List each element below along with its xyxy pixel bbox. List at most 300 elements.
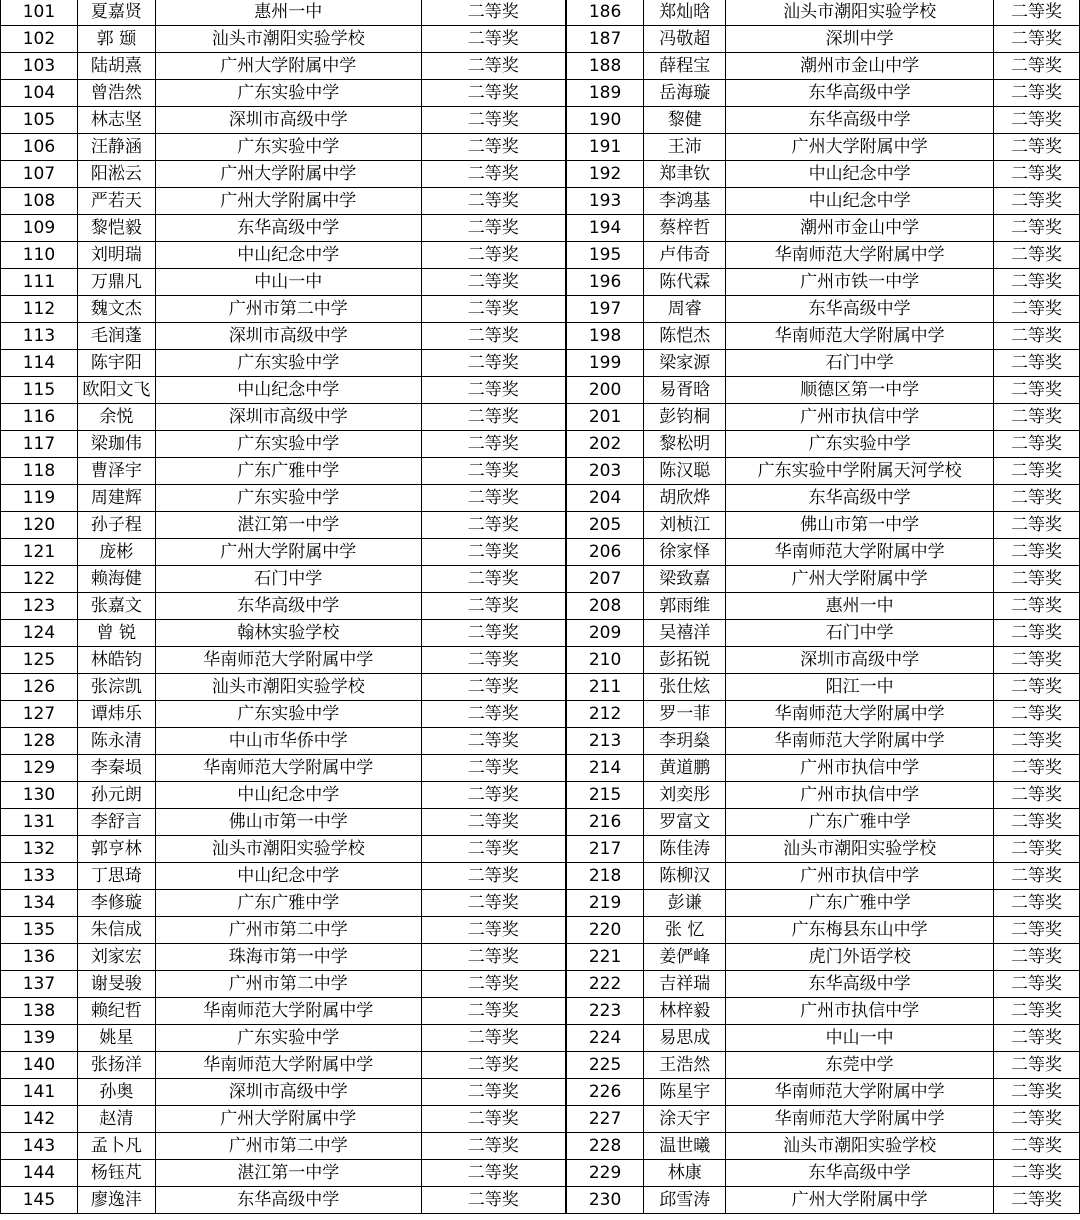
right-school-cell: 深圳市高级中学	[726, 647, 994, 674]
left-school-cell: 中山市华侨中学	[155, 728, 421, 755]
left-school-cell: 广东实验中学	[155, 80, 421, 107]
left-name-cell: 刘家宏	[77, 944, 155, 971]
right-school-cell: 东华高级中学	[726, 1160, 994, 1187]
right-name-cell: 温世曦	[644, 1133, 726, 1160]
table-row	[1, 782, 1080, 809]
right-award-cell: 二等奖	[994, 674, 1080, 701]
table-row	[1, 53, 1080, 80]
table-row	[1, 1187, 1080, 1214]
right-rank-cell: 191	[566, 134, 644, 161]
table-row	[1, 917, 1080, 944]
left-rank-cell: 103	[1, 53, 78, 80]
left-school-cell: 华南师范大学附属中学	[155, 647, 421, 674]
right-school-cell: 潮州市金山中学	[726, 215, 994, 242]
left-school-cell: 中山纪念中学	[155, 377, 421, 404]
left-rank-cell: 117	[1, 431, 78, 458]
right-name-cell: 黎松明	[644, 431, 726, 458]
left-name-cell: 曾 锐	[77, 620, 155, 647]
right-rank-cell: 210	[566, 647, 644, 674]
table-row	[1, 728, 1080, 755]
left-rank-cell: 140	[1, 1052, 78, 1079]
right-rank-cell: 223	[566, 998, 644, 1025]
left-name-cell: 阳淞云	[77, 161, 155, 188]
left-rank-cell: 128	[1, 728, 78, 755]
right-rank-cell: 209	[566, 620, 644, 647]
right-rank-cell: 201	[566, 404, 644, 431]
left-rank-cell: 102	[1, 26, 78, 53]
right-school-cell: 广州市执信中学	[726, 404, 994, 431]
left-name-cell: 曹泽宇	[77, 458, 155, 485]
table-row	[1, 1160, 1080, 1187]
left-school-cell: 深圳市高级中学	[155, 404, 421, 431]
left-name-cell: 张扬洋	[77, 1052, 155, 1079]
right-name-cell: 林康	[644, 1160, 726, 1187]
right-school-cell: 广州大学附属中学	[726, 1187, 994, 1214]
left-rank-cell: 105	[1, 107, 78, 134]
right-award-cell: 二等奖	[994, 998, 1080, 1025]
left-rank-cell: 135	[1, 917, 78, 944]
right-award-cell: 二等奖	[994, 350, 1080, 377]
left-award-cell: 二等奖	[421, 296, 566, 323]
left-name-cell: 陈永清	[77, 728, 155, 755]
left-school-cell: 佛山市第一中学	[155, 809, 421, 836]
right-school-cell: 东华高级中学	[726, 485, 994, 512]
left-school-cell: 深圳市高级中学	[155, 107, 421, 134]
left-rank-cell: 112	[1, 296, 78, 323]
right-name-cell: 陈柳汉	[644, 863, 726, 890]
table-row	[1, 836, 1080, 863]
right-name-cell: 彭拓锐	[644, 647, 726, 674]
left-name-cell: 赵清	[77, 1106, 155, 1133]
table-row	[1, 890, 1080, 917]
left-award-cell: 二等奖	[421, 809, 566, 836]
left-name-cell: 丁思琦	[77, 863, 155, 890]
left-school-cell: 中山纪念中学	[155, 863, 421, 890]
right-rank-cell: 193	[566, 188, 644, 215]
left-name-cell: 谢旻骏	[77, 971, 155, 998]
table-row	[1, 620, 1080, 647]
right-name-cell: 李鸿基	[644, 188, 726, 215]
left-award-cell: 二等奖	[421, 890, 566, 917]
left-school-cell: 广东广雅中学	[155, 458, 421, 485]
left-award-cell: 二等奖	[421, 377, 566, 404]
right-name-cell: 郭雨维	[644, 593, 726, 620]
table-row	[1, 566, 1080, 593]
left-award-cell: 二等奖	[421, 1052, 566, 1079]
right-award-cell: 二等奖	[994, 80, 1080, 107]
right-school-cell: 广东实验中学附属天河学校	[726, 458, 994, 485]
left-school-cell: 广东实验中学	[155, 1025, 421, 1052]
right-rank-cell: 212	[566, 701, 644, 728]
right-award-cell: 二等奖	[994, 755, 1080, 782]
left-rank-cell: 139	[1, 1025, 78, 1052]
left-name-cell: 谭炜乐	[77, 701, 155, 728]
table-row	[1, 323, 1080, 350]
table-row	[1, 242, 1080, 269]
left-name-cell: 郭 颋	[77, 26, 155, 53]
table-row	[1, 188, 1080, 215]
right-name-cell: 彭谦	[644, 890, 726, 917]
left-rank-cell: 110	[1, 242, 78, 269]
right-award-cell: 二等奖	[994, 701, 1080, 728]
left-school-cell: 汕头市潮阳实验学校	[155, 836, 421, 863]
right-school-cell: 广东实验中学	[726, 431, 994, 458]
left-name-cell: 魏文杰	[77, 296, 155, 323]
table-row	[1, 0, 1080, 26]
right-rank-cell: 217	[566, 836, 644, 863]
right-school-cell: 东华高级中学	[726, 80, 994, 107]
right-rank-cell: 192	[566, 161, 644, 188]
right-rank-cell: 197	[566, 296, 644, 323]
left-award-cell: 二等奖	[421, 917, 566, 944]
right-name-cell: 吉祥瑞	[644, 971, 726, 998]
left-award-cell: 二等奖	[421, 350, 566, 377]
left-rank-cell: 136	[1, 944, 78, 971]
right-rank-cell: 216	[566, 809, 644, 836]
table-row	[1, 1106, 1080, 1133]
left-award-cell: 二等奖	[421, 620, 566, 647]
right-award-cell: 二等奖	[994, 647, 1080, 674]
left-rank-cell: 118	[1, 458, 78, 485]
right-school-cell: 佛山市第一中学	[726, 512, 994, 539]
left-rank-cell: 122	[1, 566, 78, 593]
left-rank-cell: 145	[1, 1187, 78, 1214]
left-award-cell: 二等奖	[421, 782, 566, 809]
left-school-cell: 华南师范大学附属中学	[155, 755, 421, 782]
left-award-cell: 二等奖	[421, 404, 566, 431]
right-name-cell: 李玥燊	[644, 728, 726, 755]
left-school-cell: 中山纪念中学	[155, 782, 421, 809]
left-award-cell: 二等奖	[421, 755, 566, 782]
left-school-cell: 华南师范大学附属中学	[155, 998, 421, 1025]
right-name-cell: 罗富文	[644, 809, 726, 836]
left-name-cell: 林皓钧	[77, 647, 155, 674]
right-award-cell: 二等奖	[994, 1052, 1080, 1079]
right-award-cell: 二等奖	[994, 836, 1080, 863]
left-name-cell: 梁珈伟	[77, 431, 155, 458]
left-name-cell: 杨钰芃	[77, 1160, 155, 1187]
left-name-cell: 林志坚	[77, 107, 155, 134]
right-school-cell: 华南师范大学附属中学	[726, 701, 994, 728]
table-row	[1, 593, 1080, 620]
left-name-cell: 孙子程	[77, 512, 155, 539]
table-row	[1, 755, 1080, 782]
right-rank-cell: 211	[566, 674, 644, 701]
right-award-cell: 二等奖	[994, 134, 1080, 161]
left-award-cell: 二等奖	[421, 701, 566, 728]
right-name-cell: 涂天宇	[644, 1106, 726, 1133]
right-award-cell: 二等奖	[994, 1160, 1080, 1187]
left-name-cell: 汪静涵	[77, 134, 155, 161]
right-school-cell: 中山纪念中学	[726, 161, 994, 188]
left-name-cell: 郭亨林	[77, 836, 155, 863]
right-rank-cell: 226	[566, 1079, 644, 1106]
right-rank-cell: 228	[566, 1133, 644, 1160]
right-award-cell: 二等奖	[994, 566, 1080, 593]
right-school-cell: 广东梅县东山中学	[726, 917, 994, 944]
right-award-cell: 二等奖	[994, 512, 1080, 539]
left-name-cell: 曾浩然	[77, 80, 155, 107]
table-row	[1, 485, 1080, 512]
right-name-cell: 罗一菲	[644, 701, 726, 728]
right-award-cell: 二等奖	[994, 161, 1080, 188]
left-name-cell: 李修璇	[77, 890, 155, 917]
right-award-cell: 二等奖	[994, 1079, 1080, 1106]
right-school-cell: 广东广雅中学	[726, 809, 994, 836]
right-rank-cell: 219	[566, 890, 644, 917]
right-name-cell: 易思成	[644, 1025, 726, 1052]
right-school-cell: 石门中学	[726, 620, 994, 647]
table-row	[1, 80, 1080, 107]
left-school-cell: 东华高级中学	[155, 215, 421, 242]
right-rank-cell: 189	[566, 80, 644, 107]
left-rank-cell: 125	[1, 647, 78, 674]
left-rank-cell: 142	[1, 1106, 78, 1133]
left-school-cell: 珠海市第一中学	[155, 944, 421, 971]
left-school-cell: 东华高级中学	[155, 593, 421, 620]
left-award-cell: 二等奖	[421, 26, 566, 53]
right-school-cell: 东莞中学	[726, 1052, 994, 1079]
right-rank-cell: 205	[566, 512, 644, 539]
right-name-cell: 岳海璇	[644, 80, 726, 107]
left-award-cell: 二等奖	[421, 485, 566, 512]
table-row	[1, 350, 1080, 377]
left-school-cell: 广州大学附属中学	[155, 539, 421, 566]
right-rank-cell: 207	[566, 566, 644, 593]
left-name-cell: 严若天	[77, 188, 155, 215]
left-name-cell: 姚星	[77, 1025, 155, 1052]
right-school-cell: 中山一中	[726, 1025, 994, 1052]
left-school-cell: 广州大学附属中学	[155, 161, 421, 188]
right-rank-cell: 213	[566, 728, 644, 755]
table-row	[1, 701, 1080, 728]
table-row	[1, 647, 1080, 674]
left-school-cell: 深圳市高级中学	[155, 1079, 421, 1106]
left-name-cell: 李秦埙	[77, 755, 155, 782]
left-name-cell: 赖海健	[77, 566, 155, 593]
left-school-cell: 中山纪念中学	[155, 242, 421, 269]
right-rank-cell: 186	[566, 0, 644, 26]
left-school-cell: 广州大学附属中学	[155, 188, 421, 215]
left-rank-cell: 109	[1, 215, 78, 242]
left-rank-cell: 144	[1, 1160, 78, 1187]
table-row	[1, 809, 1080, 836]
right-name-cell: 胡欣烨	[644, 485, 726, 512]
left-award-cell: 二等奖	[421, 1160, 566, 1187]
left-award-cell: 二等奖	[421, 0, 566, 26]
left-award-cell: 二等奖	[421, 836, 566, 863]
right-award-cell: 二等奖	[994, 1106, 1080, 1133]
left-rank-cell: 131	[1, 809, 78, 836]
left-school-cell: 湛江第一中学	[155, 512, 421, 539]
left-name-cell: 欧阳文飞	[77, 377, 155, 404]
left-rank-cell: 137	[1, 971, 78, 998]
right-school-cell: 华南师范大学附属中学	[726, 728, 994, 755]
right-school-cell: 虎门外语学校	[726, 944, 994, 971]
right-award-cell: 二等奖	[994, 323, 1080, 350]
left-name-cell: 夏嘉贤	[77, 0, 155, 26]
left-rank-cell: 107	[1, 161, 78, 188]
left-rank-cell: 108	[1, 188, 78, 215]
left-name-cell: 陈宇阳	[77, 350, 155, 377]
right-award-cell: 二等奖	[994, 0, 1080, 26]
left-school-cell: 东华高级中学	[155, 1187, 421, 1214]
right-award-cell: 二等奖	[994, 809, 1080, 836]
right-award-cell: 二等奖	[994, 404, 1080, 431]
table-row	[1, 1079, 1080, 1106]
right-rank-cell: 190	[566, 107, 644, 134]
right-name-cell: 王浩然	[644, 1052, 726, 1079]
right-award-cell: 二等奖	[994, 620, 1080, 647]
left-award-cell: 二等奖	[421, 647, 566, 674]
right-school-cell: 广州市执信中学	[726, 755, 994, 782]
right-rank-cell: 215	[566, 782, 644, 809]
right-rank-cell: 200	[566, 377, 644, 404]
right-school-cell: 华南师范大学附属中学	[726, 1106, 994, 1133]
table-row	[1, 269, 1080, 296]
right-rank-cell: 229	[566, 1160, 644, 1187]
right-name-cell: 姜俨峰	[644, 944, 726, 971]
right-name-cell: 黄道鹏	[644, 755, 726, 782]
right-name-cell: 徐家怿	[644, 539, 726, 566]
table-row	[1, 863, 1080, 890]
right-school-cell: 阳江一中	[726, 674, 994, 701]
left-school-cell: 深圳市高级中学	[155, 323, 421, 350]
right-award-cell: 二等奖	[994, 917, 1080, 944]
left-rank-cell: 106	[1, 134, 78, 161]
right-name-cell: 卢伟奇	[644, 242, 726, 269]
right-rank-cell: 220	[566, 917, 644, 944]
right-rank-cell: 196	[566, 269, 644, 296]
right-award-cell: 二等奖	[994, 26, 1080, 53]
left-name-cell: 毛润蓬	[77, 323, 155, 350]
right-award-cell: 二等奖	[994, 458, 1080, 485]
left-rank-cell: 143	[1, 1133, 78, 1160]
left-award-cell: 二等奖	[421, 134, 566, 161]
left-rank-cell: 119	[1, 485, 78, 512]
right-rank-cell: 203	[566, 458, 644, 485]
left-award-cell: 二等奖	[421, 1133, 566, 1160]
left-award-cell: 二等奖	[421, 539, 566, 566]
table-row	[1, 1052, 1080, 1079]
right-school-cell: 中山纪念中学	[726, 188, 994, 215]
table-row	[1, 1133, 1080, 1160]
table-row	[1, 296, 1080, 323]
right-award-cell: 二等奖	[994, 593, 1080, 620]
left-school-cell: 广州大学附属中学	[155, 1106, 421, 1133]
right-school-cell: 汕头市潮阳实验学校	[726, 836, 994, 863]
table-row	[1, 161, 1080, 188]
left-rank-cell: 126	[1, 674, 78, 701]
right-award-cell: 二等奖	[994, 53, 1080, 80]
right-award-cell: 二等奖	[994, 107, 1080, 134]
left-school-cell: 华南师范大学附属中学	[155, 1052, 421, 1079]
right-award-cell: 二等奖	[994, 377, 1080, 404]
right-rank-cell: 218	[566, 863, 644, 890]
left-school-cell: 广东实验中学	[155, 134, 421, 161]
left-school-cell: 广东实验中学	[155, 431, 421, 458]
right-name-cell: 陈汉聪	[644, 458, 726, 485]
table-row	[1, 107, 1080, 134]
left-award-cell: 二等奖	[421, 674, 566, 701]
left-award-cell: 二等奖	[421, 53, 566, 80]
left-award-cell: 二等奖	[421, 1025, 566, 1052]
right-name-cell: 梁致嘉	[644, 566, 726, 593]
right-rank-cell: 222	[566, 971, 644, 998]
right-rank-cell: 188	[566, 53, 644, 80]
right-rank-cell: 225	[566, 1052, 644, 1079]
table-row	[1, 512, 1080, 539]
right-name-cell: 梁家源	[644, 350, 726, 377]
left-award-cell: 二等奖	[421, 971, 566, 998]
left-school-cell: 广东实验中学	[155, 485, 421, 512]
right-school-cell: 广州市执信中学	[726, 782, 994, 809]
left-award-cell: 二等奖	[421, 1106, 566, 1133]
left-award-cell: 二等奖	[421, 431, 566, 458]
right-rank-cell: 208	[566, 593, 644, 620]
right-rank-cell: 202	[566, 431, 644, 458]
left-name-cell: 张嘉文	[77, 593, 155, 620]
left-award-cell: 二等奖	[421, 728, 566, 755]
left-school-cell: 中山一中	[155, 269, 421, 296]
right-school-cell: 广州市铁一中学	[726, 269, 994, 296]
right-name-cell: 王沛	[644, 134, 726, 161]
table-row	[1, 377, 1080, 404]
right-rank-cell: 194	[566, 215, 644, 242]
table-row	[1, 26, 1080, 53]
table-row	[1, 431, 1080, 458]
left-name-cell: 刘明瑞	[77, 242, 155, 269]
left-school-cell: 石门中学	[155, 566, 421, 593]
left-rank-cell: 127	[1, 701, 78, 728]
left-award-cell: 二等奖	[421, 188, 566, 215]
left-school-cell: 惠州一中	[155, 0, 421, 26]
left-name-cell: 孟卜凡	[77, 1133, 155, 1160]
right-name-cell: 黎健	[644, 107, 726, 134]
right-school-cell: 广州大学附属中学	[726, 566, 994, 593]
right-school-cell: 广州大学附属中学	[726, 134, 994, 161]
left-name-cell: 赖纪哲	[77, 998, 155, 1025]
right-rank-cell: 187	[566, 26, 644, 53]
right-school-cell: 石门中学	[726, 350, 994, 377]
right-school-cell: 东华高级中学	[726, 971, 994, 998]
right-award-cell: 二等奖	[994, 188, 1080, 215]
left-rank-cell: 121	[1, 539, 78, 566]
right-rank-cell: 199	[566, 350, 644, 377]
left-school-cell: 汕头市潮阳实验学校	[155, 26, 421, 53]
right-name-cell: 郑灿晗	[644, 0, 726, 26]
left-school-cell: 广州市第二中学	[155, 296, 421, 323]
right-award-cell: 二等奖	[994, 242, 1080, 269]
right-name-cell: 蔡梓哲	[644, 215, 726, 242]
right-award-cell: 二等奖	[994, 728, 1080, 755]
left-award-cell: 二等奖	[421, 161, 566, 188]
award-table-body	[1, 0, 1080, 1214]
table-row	[1, 134, 1080, 161]
left-rank-cell: 123	[1, 593, 78, 620]
left-award-cell: 二等奖	[421, 107, 566, 134]
right-name-cell: 刘桢江	[644, 512, 726, 539]
left-award-cell: 二等奖	[421, 1187, 566, 1214]
left-school-cell: 翰林实验学校	[155, 620, 421, 647]
left-award-cell: 二等奖	[421, 512, 566, 539]
right-school-cell: 惠州一中	[726, 593, 994, 620]
left-award-cell: 二等奖	[421, 944, 566, 971]
right-award-cell: 二等奖	[994, 1025, 1080, 1052]
right-name-cell: 陈佳涛	[644, 836, 726, 863]
right-award-cell: 二等奖	[994, 782, 1080, 809]
right-award-cell: 二等奖	[994, 296, 1080, 323]
